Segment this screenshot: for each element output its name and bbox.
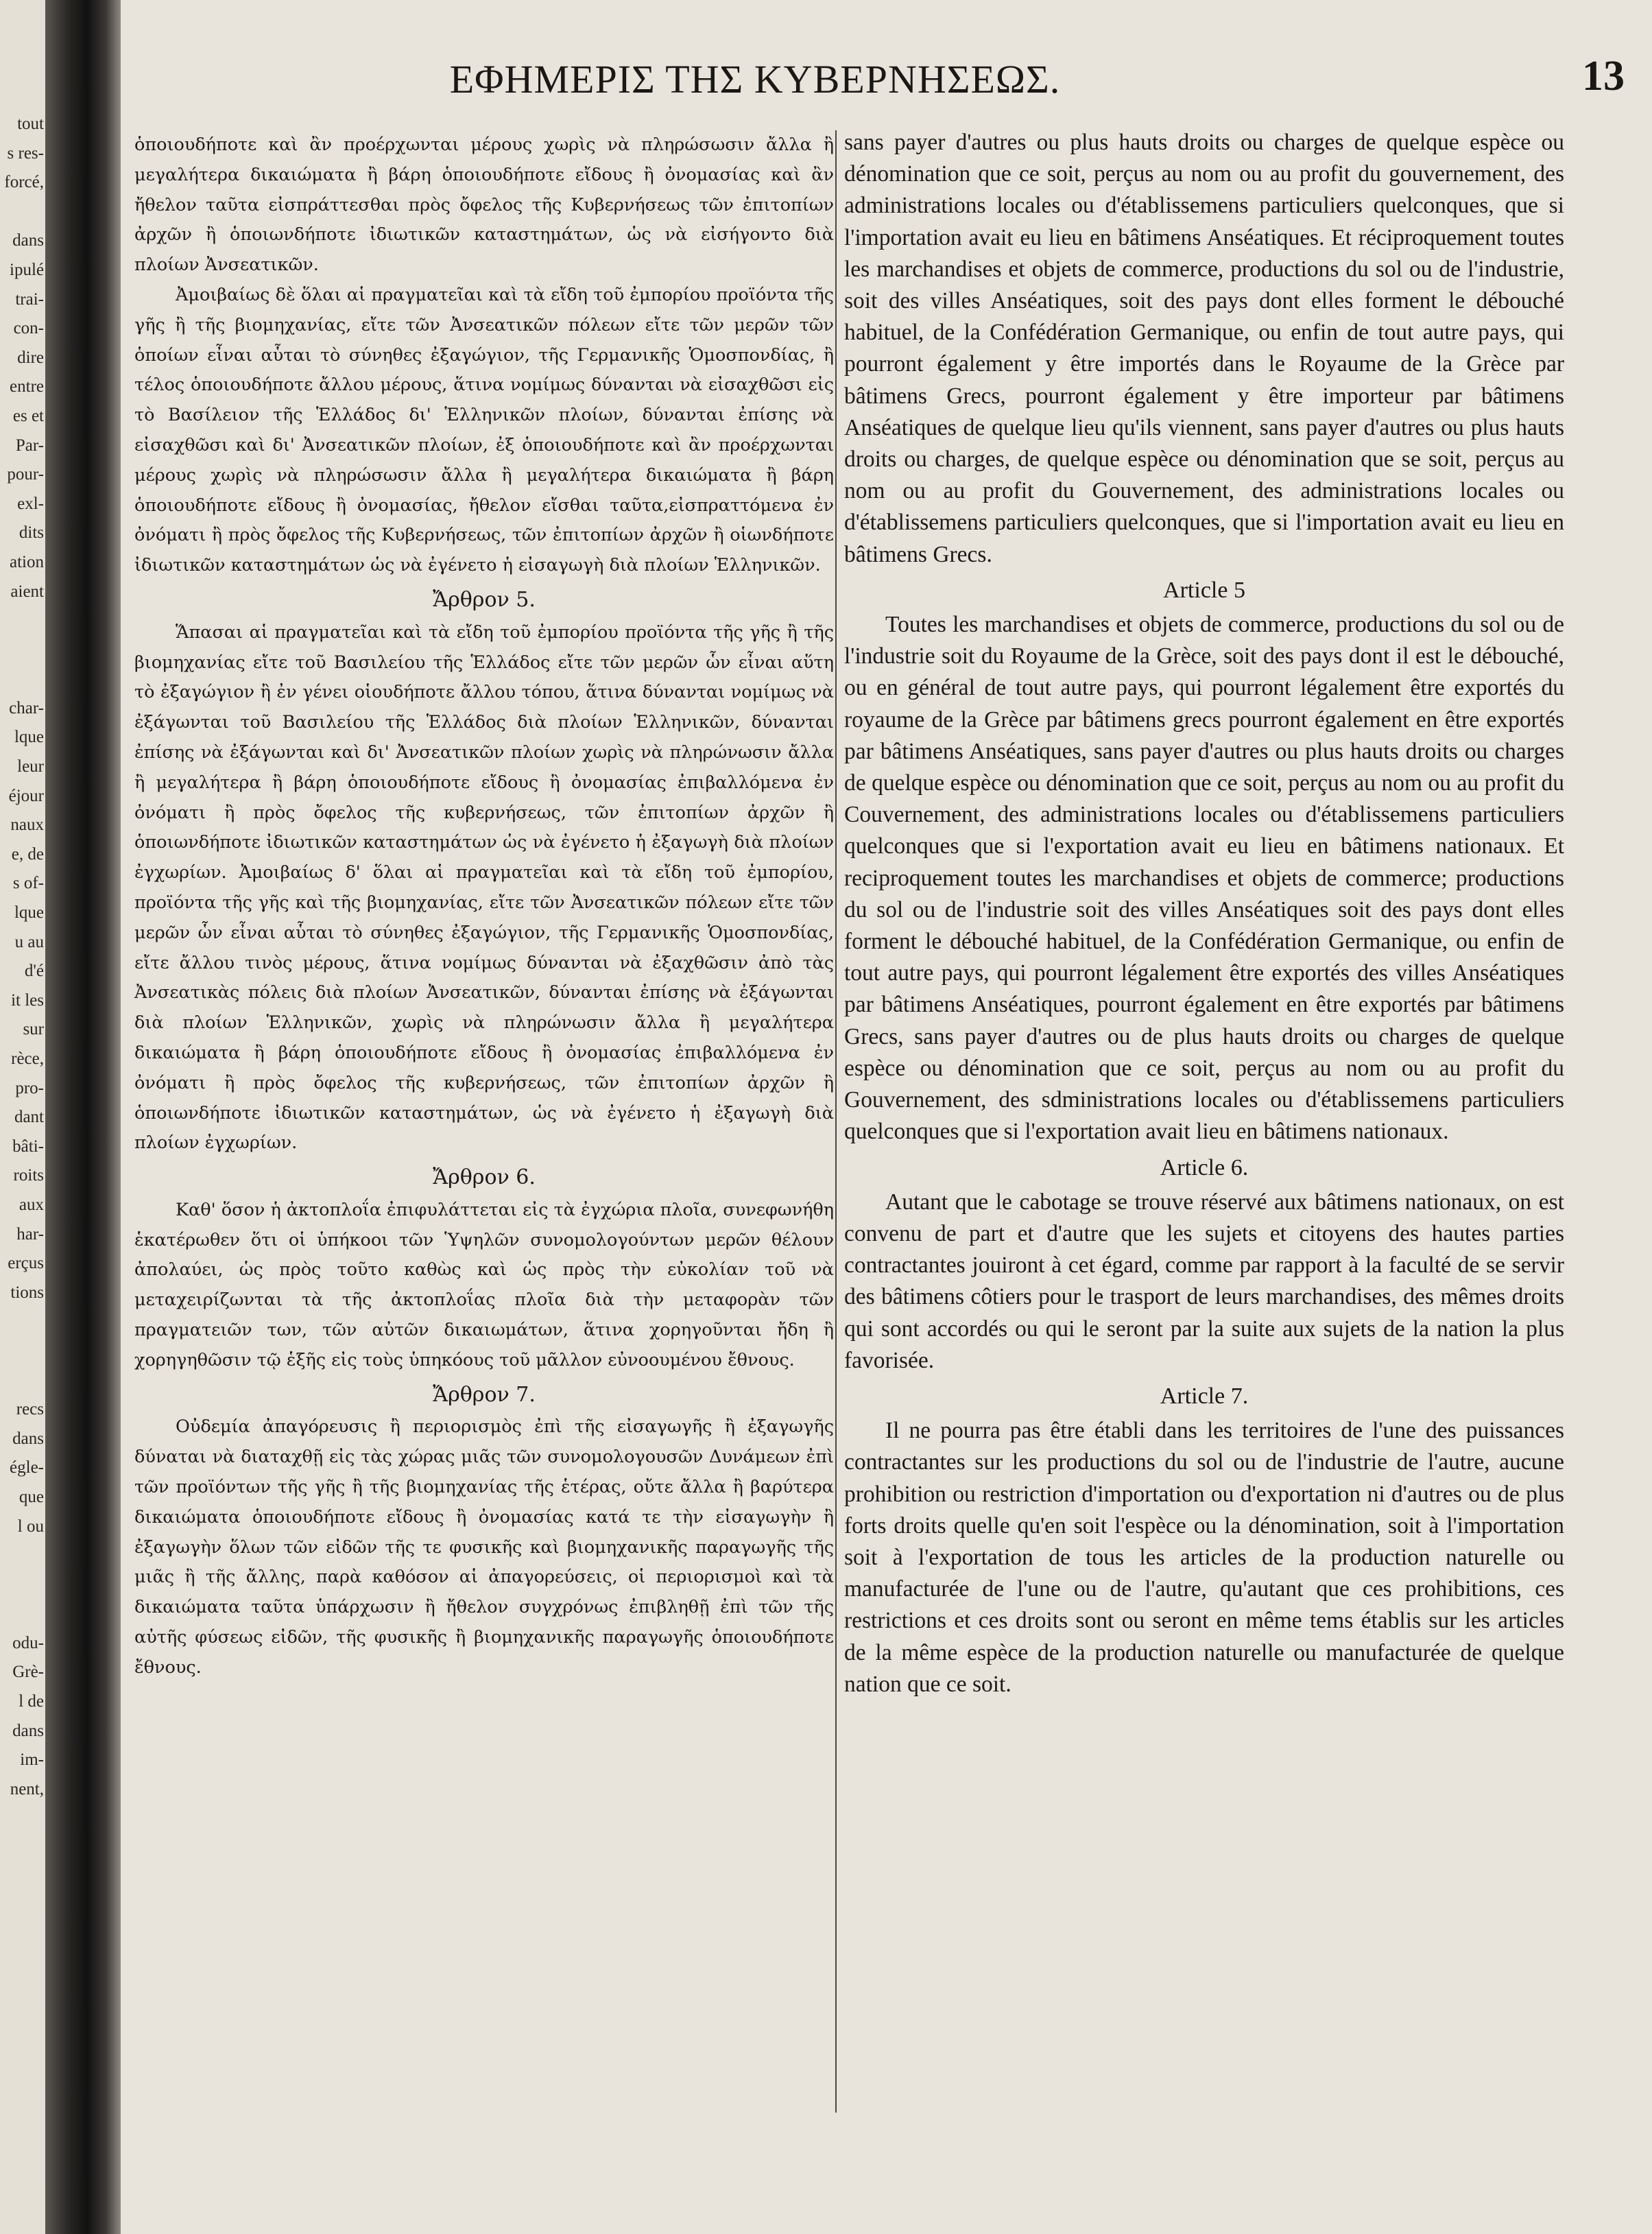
margin-fragment: dans bbox=[12, 231, 44, 250]
margin-fragment: e, de bbox=[11, 844, 44, 864]
book-spine-shadow bbox=[45, 0, 121, 2234]
margin-fragment bbox=[0, 1366, 44, 1396]
french-article-heading: Article 5 bbox=[1163, 577, 1245, 603]
margin-fragment: dans bbox=[12, 1721, 44, 1740]
greek-article-heading: Ἄρθρον 5. bbox=[433, 587, 536, 612]
greek-paragraph: Ἅπασαι αἱ πραγματεῖαι καὶ τὰ εἴδη τοῦ ἐμπορίου προϊόντα τῆς γῆς ἢ τῆς βιομηχανίας εἴτε τοῦ Βασιλείου τῆς Ἑλλάδος εἴτε τῶν μερῶν ὧν εἶναι αὕτη τὸ ἐξαγώγιον ἢ ἐν γένει οἱουδήποτε ἄλλου τόπου, ἅτινα δύνανται νομίμως νὰ ἐξάγωνται τοῦ Βασιλείου τῆς Ἑλλάδος διὰ πλοίων Ἑλληνικῶν, δύνανται ἐπίσης νὰ ἐξάγωνται καὶ δι' Ἀνσεατικῶν πλοίων χωρὶς νὰ πληρώνωσιν ἄλλα ἢ μεγαλήτερα ἢ βάρη ὁποιουδήποτε εἴδους ἢ ὀνομασίας ἐπιβαλλόμενα ἐν ὀνόματι ἢ πρὸς ὄφελος τῆς κυβερνήσεως, τῶν ἐπιτοπίων ἀρχῶν ἢ ὁποιωνδήποτε ἰδιωτικῶν καταστημάτων ὡς νὰ ἐγένετο ἡ ἐξαγωγὴ διὰ πλοίων ἐγχωρίων. Ἀμοιβαίως δ' ὅλαι αἱ πραγματεῖαι καὶ τὰ εἴδη τοῦ ἐμπορίου, προϊόντα τῆς γῆς καὶ τῆς βιομηχανίας, εἴτε τῶν Ἀνσεατικῶν πόλεων εἴτε τῶν μερῶν ὧν εἶναι αὗται τὸ σύνηθες ἐξαγώγιον, τῆς Γερμανικῆς Ὁμοσπονδίας, εἴτε ἄλλου τινὸς μέρους, ἅτινα νομίμως δύνανται νὰ ἐξαχθῶσιν ἀπὸ τὰς Ἀνσεατικὰς πόλεις διὰ πλοίων Ἀνσεατικῶν, δύνανται ἐπίσης νὰ ἐξάγωνται διὰ πλοίων Ἑλληνικῶν, χωρὶς νὰ πληρώνωσιν ἄλλα ἢ μεγαλήτερα δικαιώματα ἢ βάρη ὁποιουδήποτε εἴδους ἢ ὀνομασίας ἐπιβαλλόμενα ἐν ὀνόματι ἢ πρὸς ὄφελος τῆς κυβερνήσεως, τῶν ἐπιτοπίων ἀρχῶν ἢ ὁποιωνδήποτε ἰδιωτικῶν καταστημάτων, ὡς νὰ ἐγένετο ἡ ἐξαγωγὴ διὰ πλοίων ἐγχωρίων. bbox=[134, 621, 834, 1154]
previous-page-margin-text bbox=[0, 110, 44, 2099]
margin-fragment bbox=[0, 1541, 44, 1571]
margin-fragment: dans bbox=[12, 1429, 44, 1448]
margin-fragment: pro- bbox=[15, 1078, 44, 1097]
margin-fragment: roits bbox=[13, 1166, 44, 1185]
margin-fragment: erçus bbox=[8, 1254, 44, 1273]
margin-fragment: Par- bbox=[15, 436, 44, 455]
margin-fragment: dant bbox=[14, 1108, 44, 1127]
margin-fragment: forcé, bbox=[4, 173, 44, 192]
margin-fragment: ation bbox=[10, 552, 44, 571]
margin-fragment: rèce, bbox=[11, 1049, 44, 1068]
page-header bbox=[121, 53, 1652, 111]
margin-fragment: char- bbox=[9, 698, 44, 717]
margin-fragment: d'é bbox=[24, 962, 44, 981]
column-divider bbox=[835, 130, 837, 2113]
margin-fragment: naux bbox=[10, 816, 44, 835]
margin-fragment: sur bbox=[23, 1020, 44, 1039]
margin-fragment: aux bbox=[19, 1195, 44, 1214]
greek-text-column bbox=[134, 130, 834, 1683]
margin-fragment: entre bbox=[10, 377, 44, 396]
margin-fragment: l ou bbox=[17, 1517, 44, 1536]
margin-fragment bbox=[0, 1307, 44, 1337]
margin-fragment: dire bbox=[17, 348, 44, 367]
margin-fragment: Grè- bbox=[12, 1663, 44, 1682]
margin-fragment: exl- bbox=[17, 494, 44, 513]
margin-fragment: lque bbox=[14, 903, 44, 923]
margin-fragment bbox=[0, 1337, 44, 1366]
margin-fragment: que bbox=[19, 1487, 44, 1506]
french-paragraph: Autant que le cabotage se trouve réservé aux bâtimens nationaux, on est convenu de part et d'autre que les sujets et citoyens des hautes parties contractantes jouiront à cet égard, comme par rapport à la faculté de se servir des bâtimens côtiers pour le trasport de leurs marchandises, des mêmes droits qui sont accordés ou qui le seront par la suite aux sujets de la nation la plus favorisée. bbox=[844, 1189, 1564, 1373]
greek-paragraph: Ἀμοιβαίως δὲ ὅλαι αἱ πραγματεῖαι καὶ τὰ εἴδη τοῦ ἐμπορίου προϊόντα τῆς γῆς ἢ τῆς βιομηχανίας, εἴτε τῶν Ἀνσεατικῶν πόλεων εἴτε τῶν μερῶν τῶν ὁποίων εἶναι αὗται τὸ σύνηθες ἐξαγώγιον, τῆς Γερμανικῆς Ὁμοσπονδίας, ἢ τέλος ὁποιουδήποτε ἄλλου μέρους, ἅτινα νομίμως δύνανται νὰ εἰσαχθῶσι εἰς τὸ Βασίλειον τῆς Ἑλλάδος δι' Ἑλληνικῶν πλοίων, δύνανται ἐπίσης νὰ εἰσαχθῶσι καὶ δι' Ἀνσεατικῶν πλοίων, ἐξ ὁποιουδήποτε καὶ ἂν προέρχωνται μέρους χωρὶς νὰ πληρώσωσιν ἄλλα ἢ μεγαλήτερα δικαιώματα ἢ βάρη ὁποιουδήποτε εἴδους ἢ ὀνομασίας, ἤθελον εἴσθαι ταῦτα,εἰσπραττόμενα ἐν ὀνόματι ἢ πρὸς ὄφελος τῆς Κυβερνήσεως, τῶν ἐπιτοπίων ἀρχῶν ἢ οἱωνδήποτε ἰδιωτικῶν καταστημάτων ὡς νὰ ἐγένετο ἡ εἰσαγωγὴ διὰ πλοίων Ἑλληνικῶν. bbox=[134, 284, 834, 576]
margin-fragment: ipulé bbox=[10, 260, 44, 279]
greek-article-heading: Ἄρθρον 6. bbox=[433, 1165, 536, 1190]
margin-fragment: s of- bbox=[12, 874, 44, 893]
margin-fragment: leur bbox=[17, 757, 44, 776]
margin-fragment: it les bbox=[11, 990, 44, 1010]
margin-fragment: aient bbox=[10, 582, 44, 601]
page-title: ΕΦΗΜΕΡΙΣ ΤΗΣ ΚΥΒΕΡΝΗΣΕΩΣ. bbox=[449, 57, 1061, 102]
greek-article-heading: Ἄρθρον 7. bbox=[433, 1382, 536, 1407]
margin-fragment: im- bbox=[20, 1750, 44, 1770]
margin-fragment: nent, bbox=[10, 1779, 44, 1798]
margin-fragment: s res- bbox=[7, 143, 44, 163]
page-number: 13 bbox=[1582, 53, 1625, 99]
french-article-heading: Article 7. bbox=[1160, 1383, 1249, 1409]
greek-paragraph: Καθ' ὅσον ἡ ἀκτοπλοΐα ἐπιφυλάττεται εἰς τὰ ἐγχώρια πλοῖα, συνεφωνήθη ἑκατέρωθεν ὅτι οἱ ὑπήκοοι τῶν Ὑψηλῶν συνομολογούντων μερῶν θέλουν ἀπολαύει, ὡς πρὸς τοῦτο καθὼς καὶ ὡς πρὸς τὴν εὐκολίαν τοῦ νὰ μεταχειρίζωνται τὰ τῆς ἀκτοπλοΐας πλοῖα διὰ τὴν μεταφορὰν τῶν πραγματειῶν των, τῶν αὐτῶν δικαιωμάτων, ἅτινα χορηγοῦνται ἤδη ἢ χορηγηθῶσιν τῷ ἑξῆς εἰς τοὺς ὑπηκόους τοῦ μᾶλλον εὐνοουμένου ἔθνους. bbox=[134, 1199, 834, 1370]
margin-fragment: odu- bbox=[12, 1633, 44, 1652]
french-article-heading: Article 6. bbox=[1160, 1154, 1249, 1180]
margin-fragment: es et bbox=[12, 406, 44, 425]
margin-fragment bbox=[0, 636, 44, 665]
margin-fragment: tout bbox=[17, 115, 44, 133]
margin-fragment: u au bbox=[14, 932, 44, 951]
margin-fragment bbox=[0, 198, 44, 227]
margin-fragment: recs bbox=[16, 1400, 44, 1419]
margin-fragment: l de bbox=[19, 1692, 44, 1711]
margin-fragment: pour- bbox=[7, 465, 44, 484]
french-paragraph: Il ne pourra pas être établi dans les territoires de l'une des puissances contractantes sur les productions du sol ou de l'industrie de l'autre, aucune prohibition ou restriction d'importation ou d'exportation ni d'autres ou de plus forts droits quelle qu'en soit l'espèce ou la dénomination, soit à l'importation soit à l'exportation de tous les articles de la production naturelle ou manufacturée de l'une ou de l'autre, qu'autant que ces prohibitions, ces restrictions et ces droits sont ou seront en même tems établis sur les articles de la même espèce de la production naturelle ou manufacturée de quelque nation que ce soit. bbox=[844, 1418, 1564, 1697]
french-paragraph: sans payer d'autres ou plus hauts droits ou charges de quelque espèce ou dénomination que ce soit, perçus au nom ou au profit du gouvernement, des administrations locales ou d'établissemens particuliers quelconques, que si l'importation avait eu lieu en bâtimens Anséatiques. Et réciproquement toutes les marchandises et objets de commerce, productions du sol ou de l'industrie, soit des villes Anséatiques, soit des pays dont elles forment le débouché habituel, de la Confédération Germanique, ou enfin de tout autre pays, qui pourront également y être importés dans le Royaume de la Grèce par bâtimens Grecs, pourront également y être importeur par bâtimens Anséatiques de quelque lieu qu'ils viennent, sans payer d'autres ou plus hauts droits ou charges, de quelque espèce ou dénomination que se soit, perçus au nom ou au profit du Gouvernement, des administrations locales ou d'établissemens particuliers quelconques, que si l'importation avait eu lieu en bâtimens Grecs. bbox=[844, 130, 1564, 567]
margin-fragment bbox=[0, 665, 44, 694]
margin-fragment bbox=[0, 606, 44, 636]
margin-fragment: tions bbox=[10, 1283, 44, 1302]
margin-fragment bbox=[0, 1571, 44, 1600]
newspaper-page bbox=[121, 0, 1652, 2234]
margin-fragment: bâti- bbox=[12, 1137, 44, 1156]
margin-fragment: égle- bbox=[10, 1458, 44, 1477]
margin-fragment: lque bbox=[14, 728, 44, 747]
margin-fragment: éjour bbox=[8, 786, 44, 805]
greek-paragraph: ὁποιουδήποτε καὶ ἂν προέρχωνται μέρους χωρὶς νὰ πληρώσωσιν ἄλλα ἢ μεγαλήτερα δικαιώματα ἢ βάρη ὁποιουδήποτε εἴδους ἢ ὀνομασίας καὶ ἂν ἤθελον ταῦτα εἰσπράττεσθαι πρὸς ὄφελος τῆς Κυβερνήσεως τῶν ἐπιτοπίων ἀρχῶν ἢ ὁποιωνδήποτε ἰδιωτικῶν καταστημάτων, ὡς νὰ εἰσήγοντο διὰ πλοίων Ἀνσεατικῶν. bbox=[134, 134, 834, 276]
margin-fragment: har- bbox=[16, 1224, 44, 1244]
greek-paragraph: Οὐδεμία ἀπαγόρευσις ἢ περιορισμὸς ἐπὶ τῆς εἰσαγωγῆς ἢ ἐξαγωγῆς δύναται νὰ διαταχθῇ εἰς τὰς χώρας μιᾶς τῶν συνομολογουσῶν Δυνάμεων ἐπὶ τῶν προϊόντων τῆς γῆς ἢ τῆς βιομηχανίας τῆς ἑτέρας, οὔτε ἄλλα ἢ βαρύτερα δικαιώματα ὁποιουδήποτε εἴδους ἢ ὀνομασίας κατά τε τὴν εἰσαγωγὴν ἢ ἐξαγωγὴν ὅλων τῶν εἰδῶν τῆς τε φυσικῆς καὶ βιομηχανικῆς παραγωγῆς τῆς μιᾶς ἢ τῆς ἄλλης, παρὰ καθόσον αἱ ἀπαγορεύσεις, οἱ περιορισμοὶ καὶ τὰ δικαιώματα ταῦτα ὑπάρχωσιν ἢ ἤθελον συγχρόνως ἐπιβληθῇ ἐπὶ τῶν τῆς αὐτῆς φύσεως εἰδῶν, τῆς φυσικῆς ἢ βιομηχανικῆς παραγωγῆς ὁποιουδήποτε ἔθνους. bbox=[134, 1416, 834, 1678]
margin-fragment: trai- bbox=[15, 289, 44, 309]
margin-fragment: con- bbox=[13, 319, 44, 338]
margin-fragment bbox=[0, 1600, 44, 1629]
margin-fragment: dits bbox=[19, 523, 44, 543]
french-paragraph: Toutes les marchandises et objets de commerce, productions du sol ou de l'industrie soit du Royaume de la Grèce, soit des pays dont il est le débouché, ou en général de tout autre pays, qui pourront légalement être exportés du royaume de la Grèce par bâtimens grecs pourront également en être exportés par bâtimens Anséatiques, sans payer d'autres ou plus hauts droits ou charges de quelque espèce ou dénomination que ce soit, perçus au nom ou au profit du Couvernement, des administrations locales ou d'établissemens particuliers quelconques que si l'exportation avait eu lieu en bâtimens nationaux. Et reciproquement toutes les marchandises et objets de commerce; productions du sol ou de l'industrie soit des villes Anséatiques soit des pays dont elles forment le débouché habituel, de la Confédération Germanique, ou enfin de tout autre pays, qui pourront légalement être exportés des villes Anséatiques par bâtimens Anséatiques, pourront également en être exportés par bâtimens Grecs, sans payer d'autres ou de plus hauts droits ou charges de quelque espèce ou dénomination que ce soit, perçus au nom ou au profit du Gouvernement, des sdministrations locales ou d'établissemens particuliers quelconques que si l'exportation avait lieu en bâtimens nationaux. bbox=[844, 612, 1564, 1145]
french-text-column bbox=[844, 127, 1564, 1700]
